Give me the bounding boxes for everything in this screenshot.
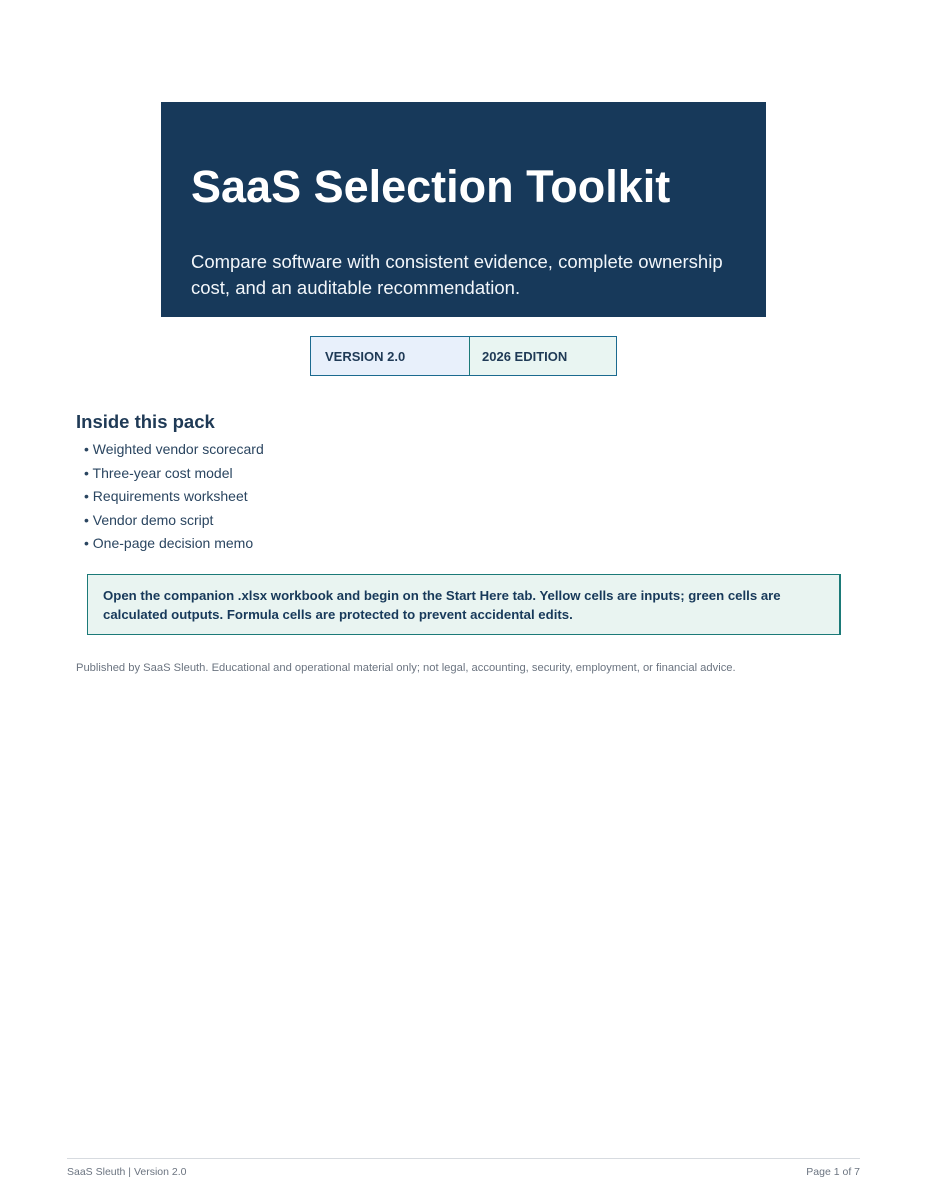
list-item: • One-page decision memo bbox=[84, 535, 254, 551]
document-title: SaaS Selection Toolkit bbox=[191, 161, 671, 212]
version-badge: VERSION 2.0 bbox=[311, 337, 470, 375]
footer-divider bbox=[67, 1158, 860, 1159]
document-subtitle: Compare software with consistent evidence, complete ownership cost, and an auditable recommendation. bbox=[191, 251, 723, 298]
edition-badges bbox=[310, 336, 617, 376]
contents-list bbox=[84, 438, 264, 556]
footer-publisher: SaaS Sleuth | Version 2.0 bbox=[67, 1166, 187, 1178]
title-banner bbox=[161, 102, 766, 317]
list-item: • Vendor demo script bbox=[84, 511, 214, 528]
page-number: Page 1 of 7 bbox=[806, 1166, 860, 1178]
list-item: • Three-year cost model bbox=[84, 464, 233, 481]
contents-heading: Inside this pack bbox=[76, 411, 215, 432]
disclaimer-text: Published by SaaS Sleuth. Educational and operational material only; not legal, accounting, security, employment, or financial advice. bbox=[76, 662, 736, 674]
list-item: • Requirements worksheet bbox=[84, 488, 248, 504]
instructions-callout: Open the companion .xlsx workbook and begin on the Start Here tab. Yellow cells are inputs; green cells are calculated outputs. Formula cells are protected to prevent accidental edits. bbox=[87, 574, 841, 635]
edition-badge: 2026 EDITION bbox=[470, 337, 616, 375]
list-item: • Weighted vendor scorecard bbox=[84, 441, 264, 457]
